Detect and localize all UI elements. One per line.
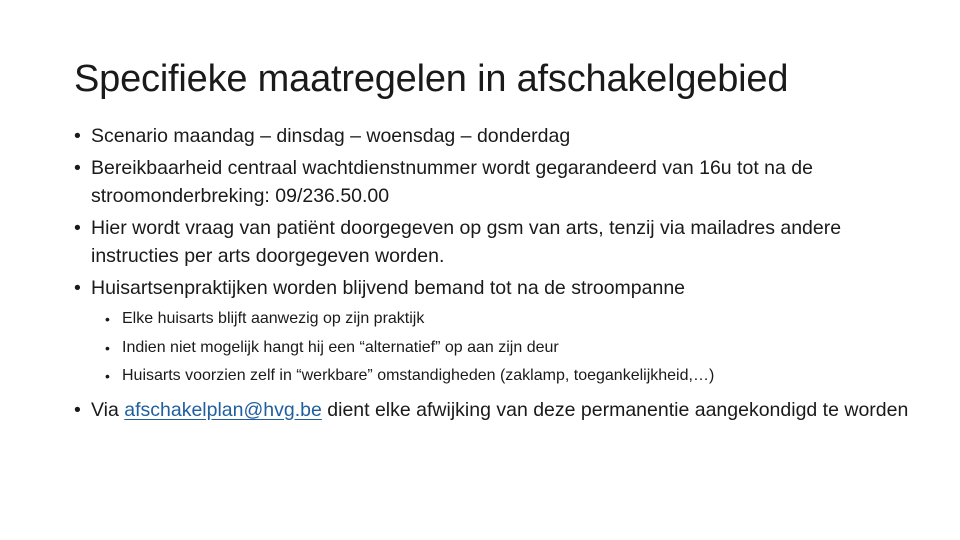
bullet-text-prefix: Via [91, 398, 125, 421]
sub-bullet-item [105, 334, 914, 363]
bullet-item-huisartsenpraktijken [74, 274, 914, 303]
bullet-list [74, 122, 914, 424]
sub-bullet-dot: • [105, 339, 110, 356]
bullet-text: Bereikbaarheid centraal wachtdienstnummer wordt gegarandeerd van 16u tot na de stroomonderbreking: 09/236.50.00 [91, 156, 813, 207]
bullet-item-bereikbaarheid [74, 154, 914, 211]
sub-bullet-text: Elke huisarts blijft aanwezig op zijn praktijk [122, 310, 425, 327]
bullet-dot: • [74, 398, 81, 421]
bullet-item-vraag-patient [74, 214, 914, 271]
sub-bullet-item [105, 362, 914, 391]
bullet-item-scenario [74, 122, 914, 151]
sub-bullet-dot: • [105, 368, 110, 384]
bullet-dot: • [74, 276, 81, 299]
sub-bullet-item [105, 305, 914, 334]
sub-bullet-list [105, 305, 914, 391]
bullet-dot: • [74, 125, 81, 147]
bullet-text: Scenario maandag – dinsdag – woensdag – donderdag [91, 125, 571, 147]
email-link[interactable]: afschakelplan@hvg.be [124, 398, 322, 421]
bullet-item-via-email [74, 396, 914, 425]
bullet-dot: • [74, 216, 81, 239]
sub-bullet-text: Huisarts voorzien zelf in “werkbare” omstandigheden (zaklamp, toegankelijkheid,…) [122, 367, 715, 384]
sub-bullet-dot: • [105, 311, 110, 327]
sub-bullet-text: Indien niet mogelijk hangt hij een “alternatief” op aan zijn deur [122, 338, 559, 356]
bullet-text: Huisartsenpraktijken worden blijvend bemand tot na de stroompanne [91, 276, 686, 299]
slide-title: Specifieke maatregelen in afschakelgebied [74, 58, 789, 100]
bullet-text: Hier wordt vraag van patiënt doorgegeven op gsm van arts, tenzij via mailadres andere instructies per arts doorgegeven worden. [91, 216, 842, 267]
bullet-text-suffix: dient elke afwijking van deze permanentie aangekondigd te worden [321, 398, 909, 421]
bullet-dot: • [74, 156, 81, 179]
